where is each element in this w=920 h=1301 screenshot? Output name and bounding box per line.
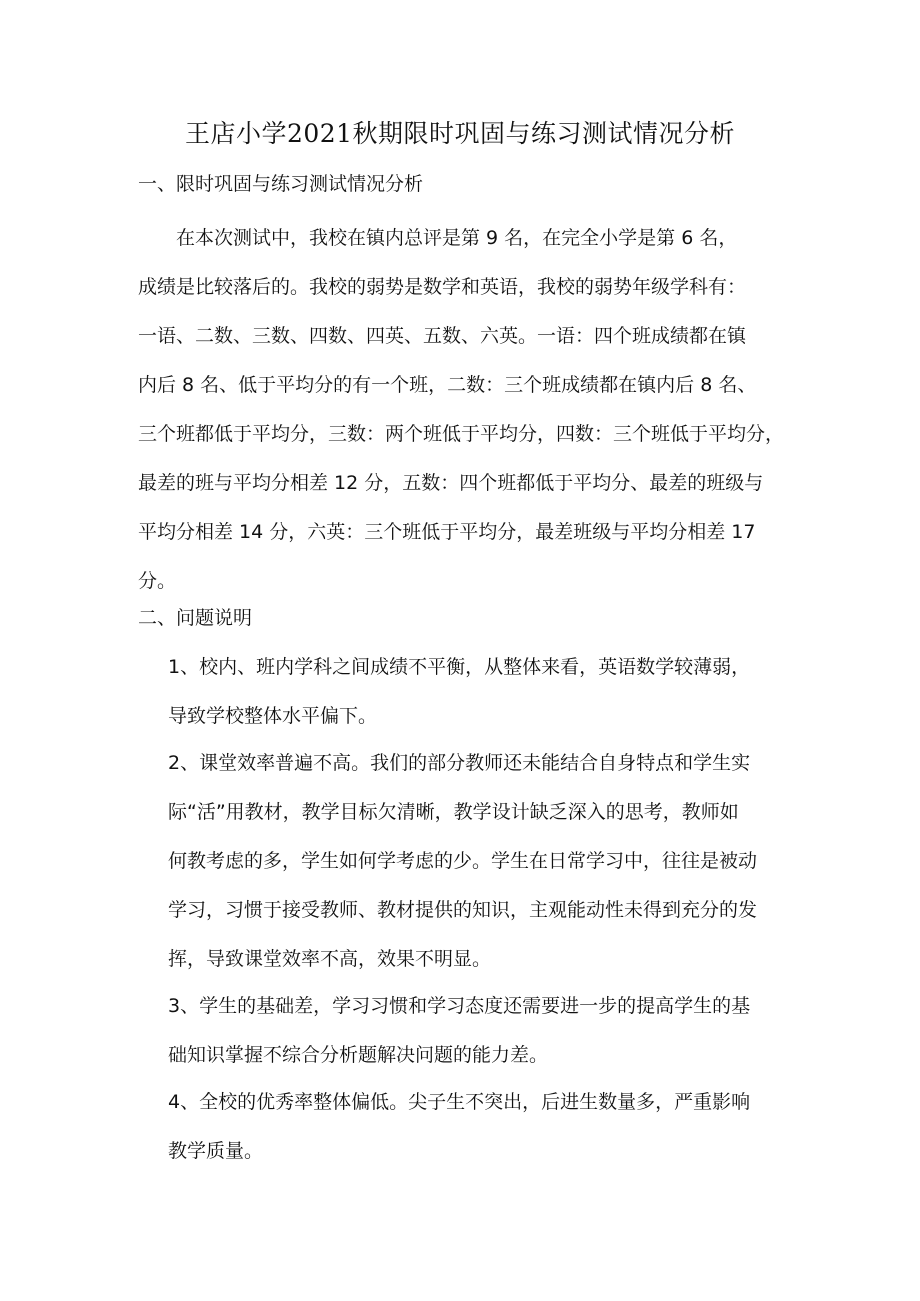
paragraph-line: 3、学生的基础差，学习习惯和学习态度还需要进一步的提高学生的基: [168, 995, 751, 1017]
test-analysis-paragraph: [138, 214, 784, 606]
paragraph-line: 2、课堂效率普遍不高。我们的部分教师还未能结合自身特点和学生实: [168, 752, 751, 774]
section-heading-test-analysis: 一、限时巩固与练习测试情况分析: [138, 173, 424, 195]
paragraph-line: 何教考虑的多，学生如何学考虑的少。学生在日常学习中，往往是被动: [168, 850, 758, 872]
paragraph-line: 三个班都低于平均分，三数：两个班低于平均分，四数：三个班低于平均分，: [138, 423, 785, 445]
paragraph-line: 教学质量。: [168, 1140, 264, 1162]
problem-item-2: [168, 739, 757, 984]
problem-item-3: [168, 982, 750, 1080]
section-heading-problems: 二、问题说明: [138, 607, 253, 629]
paragraph-line: 内后 8 名、低于平均分的有一个班，二数：三个班成绩都在镇内后 8 名、: [138, 374, 757, 396]
paragraph-line: 础知识掌握不综合分析题解决问题的能力差。: [168, 1044, 549, 1066]
document-title: 王店小学2021秋期限时巩固与练习测试情况分析: [184, 119, 736, 148]
paragraph-line: 4、全校的优秀率整体偏低。尖子生不突出，后进生数量多，严重影响: [168, 1091, 751, 1113]
paragraph-line: 学习，习惯于接受教师、教材提供的知识，主观能动性未得到充分的发: [168, 899, 758, 921]
paragraph-line: 挥，导致课堂效率不高，效果不明显。: [168, 948, 492, 970]
paragraph-line: 最差的班与平均分相差 12 分，五数：四个班都低于平均分、最差的班级与: [138, 472, 764, 494]
paragraph-line: 在本次测试中，我校在镇内总评是第 9 名，在完全小学是第 6 名，: [138, 227, 738, 249]
paragraph-line: 际“活”用教材，教学目标欠清晰，教学设计缺乏深入的思考，教师如: [168, 801, 739, 823]
paragraph-line: 1、校内、班内学科之间成绩不平衡，从整体来看，英语数学较薄弱，: [168, 656, 751, 678]
paragraph-line: 一语、二数、三数、四数、四英、五数、六英。一语：四个班成绩都在镇: [138, 325, 747, 347]
paragraph-line: 分。: [138, 570, 177, 592]
paragraph-line: 平均分相差 14 分，六英：三个班低于平均分，最差班级与平均分相差 17: [138, 521, 756, 543]
paragraph-line: 导致学校整体水平偏下。: [168, 705, 378, 727]
problem-item-4: [168, 1078, 750, 1176]
problem-item-1: [168, 643, 750, 741]
paragraph-line: 成绩是比较落后的。我校的弱势是数学和英语，我校的弱势年级学科有：: [138, 276, 747, 298]
